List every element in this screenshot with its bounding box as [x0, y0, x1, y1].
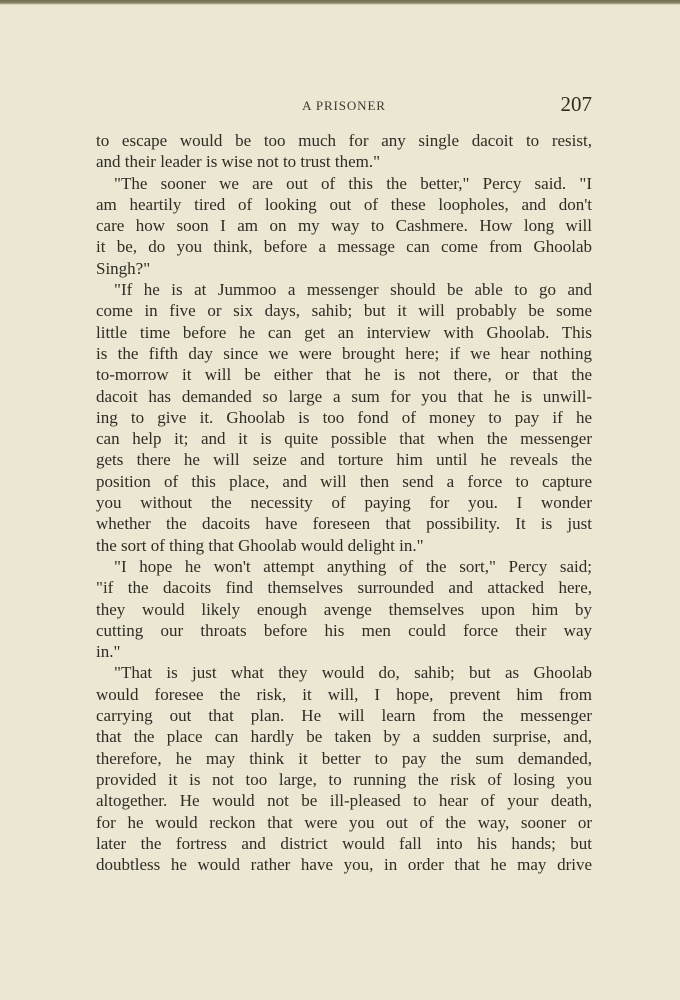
text-line: provided it is not too large, to running the risk of losing you — [96, 769, 592, 789]
text-line: "The sooner we are out of this the better," Percy said. "I — [114, 173, 592, 193]
text-line: that the place can hardly be taken by a sudden surprise, and, — [96, 727, 592, 747]
text-line: whether the dacoits have foreseen that possibility. It is just — [96, 514, 592, 534]
text-line: you without the necessity of paying for you. I wonder — [96, 493, 592, 513]
text-line: for he would reckon that were you out of the way, sooner or — [96, 812, 592, 832]
text-line: to escape would be too much for any single dacoit to resist, — [96, 131, 592, 150]
text-line: dacoit has demanded so large a sum for you that he is unwill- — [96, 386, 592, 406]
text-line: is the fifth day since we were brought here; if we hear nothing — [96, 343, 592, 363]
text-line: altogether. He would not be ill-pleased to hear of your death, — [96, 791, 592, 811]
body-text — [96, 130, 592, 875]
text-line: cutting our throats before his men could force their way — [96, 620, 592, 640]
text-line: the sort of thing that Ghoolab would delight in." — [96, 535, 424, 555]
text-line: "I hope he won't attempt anything of the sort," Percy said; — [114, 556, 592, 576]
text-line: position of this place, and will then send a force to capture — [96, 471, 592, 491]
text-line: "If he is at Jummoo a messenger should be able to go and — [114, 280, 592, 300]
text-line: Singh?" — [96, 258, 151, 278]
running-head-title: A PRISONER — [302, 98, 386, 113]
text-line: and their leader is wise not to trust them." — [96, 152, 381, 172]
text-line: "That is just what they would do, sahib; but as Ghoolab — [114, 663, 592, 683]
text-line: little time before he can get an interview with Ghoolab. This — [96, 322, 592, 342]
text-line: carrying out that plan. He will learn from the messenger — [96, 706, 592, 726]
page-number: 207 — [560, 92, 592, 116]
text-line: doubtless he would rather have you, in order that he may drive — [96, 855, 592, 875]
text-line: gets there he will seize and torture him until he reveals the — [96, 450, 592, 470]
text-line: to-morrow it will be either that he is not there, or that the — [96, 365, 592, 385]
text-line: in." — [96, 642, 121, 662]
text-line: care how soon I am on my way to Cashmere. How long will — [96, 216, 592, 236]
text-line: am heartily tired of looking out of these loopholes, and don't — [96, 194, 592, 214]
text-line: "if the dacoits find themselves surrounded and attacked here, — [96, 578, 592, 598]
text-line: it be, do you think, before a message can come from Ghoolab — [96, 237, 592, 257]
text-line: would foresee the risk, it will, I hope, prevent him from — [96, 684, 592, 704]
text-line: later the fortress and district would fall into his hands; but — [96, 833, 592, 853]
text-line: can help it; and it is quite possible that when the messenger — [96, 429, 592, 449]
running-head — [96, 92, 592, 122]
text-line: come in five or six days, sahib; but it will probably be some — [96, 301, 592, 321]
text-line: they would likely enough avenge themselves upon him by — [96, 599, 592, 619]
text-line: ing to give it. Ghoolab is too fond of money to pay if he — [96, 407, 592, 427]
text-line: therefore, he may think it better to pay the sum demanded, — [96, 748, 592, 768]
